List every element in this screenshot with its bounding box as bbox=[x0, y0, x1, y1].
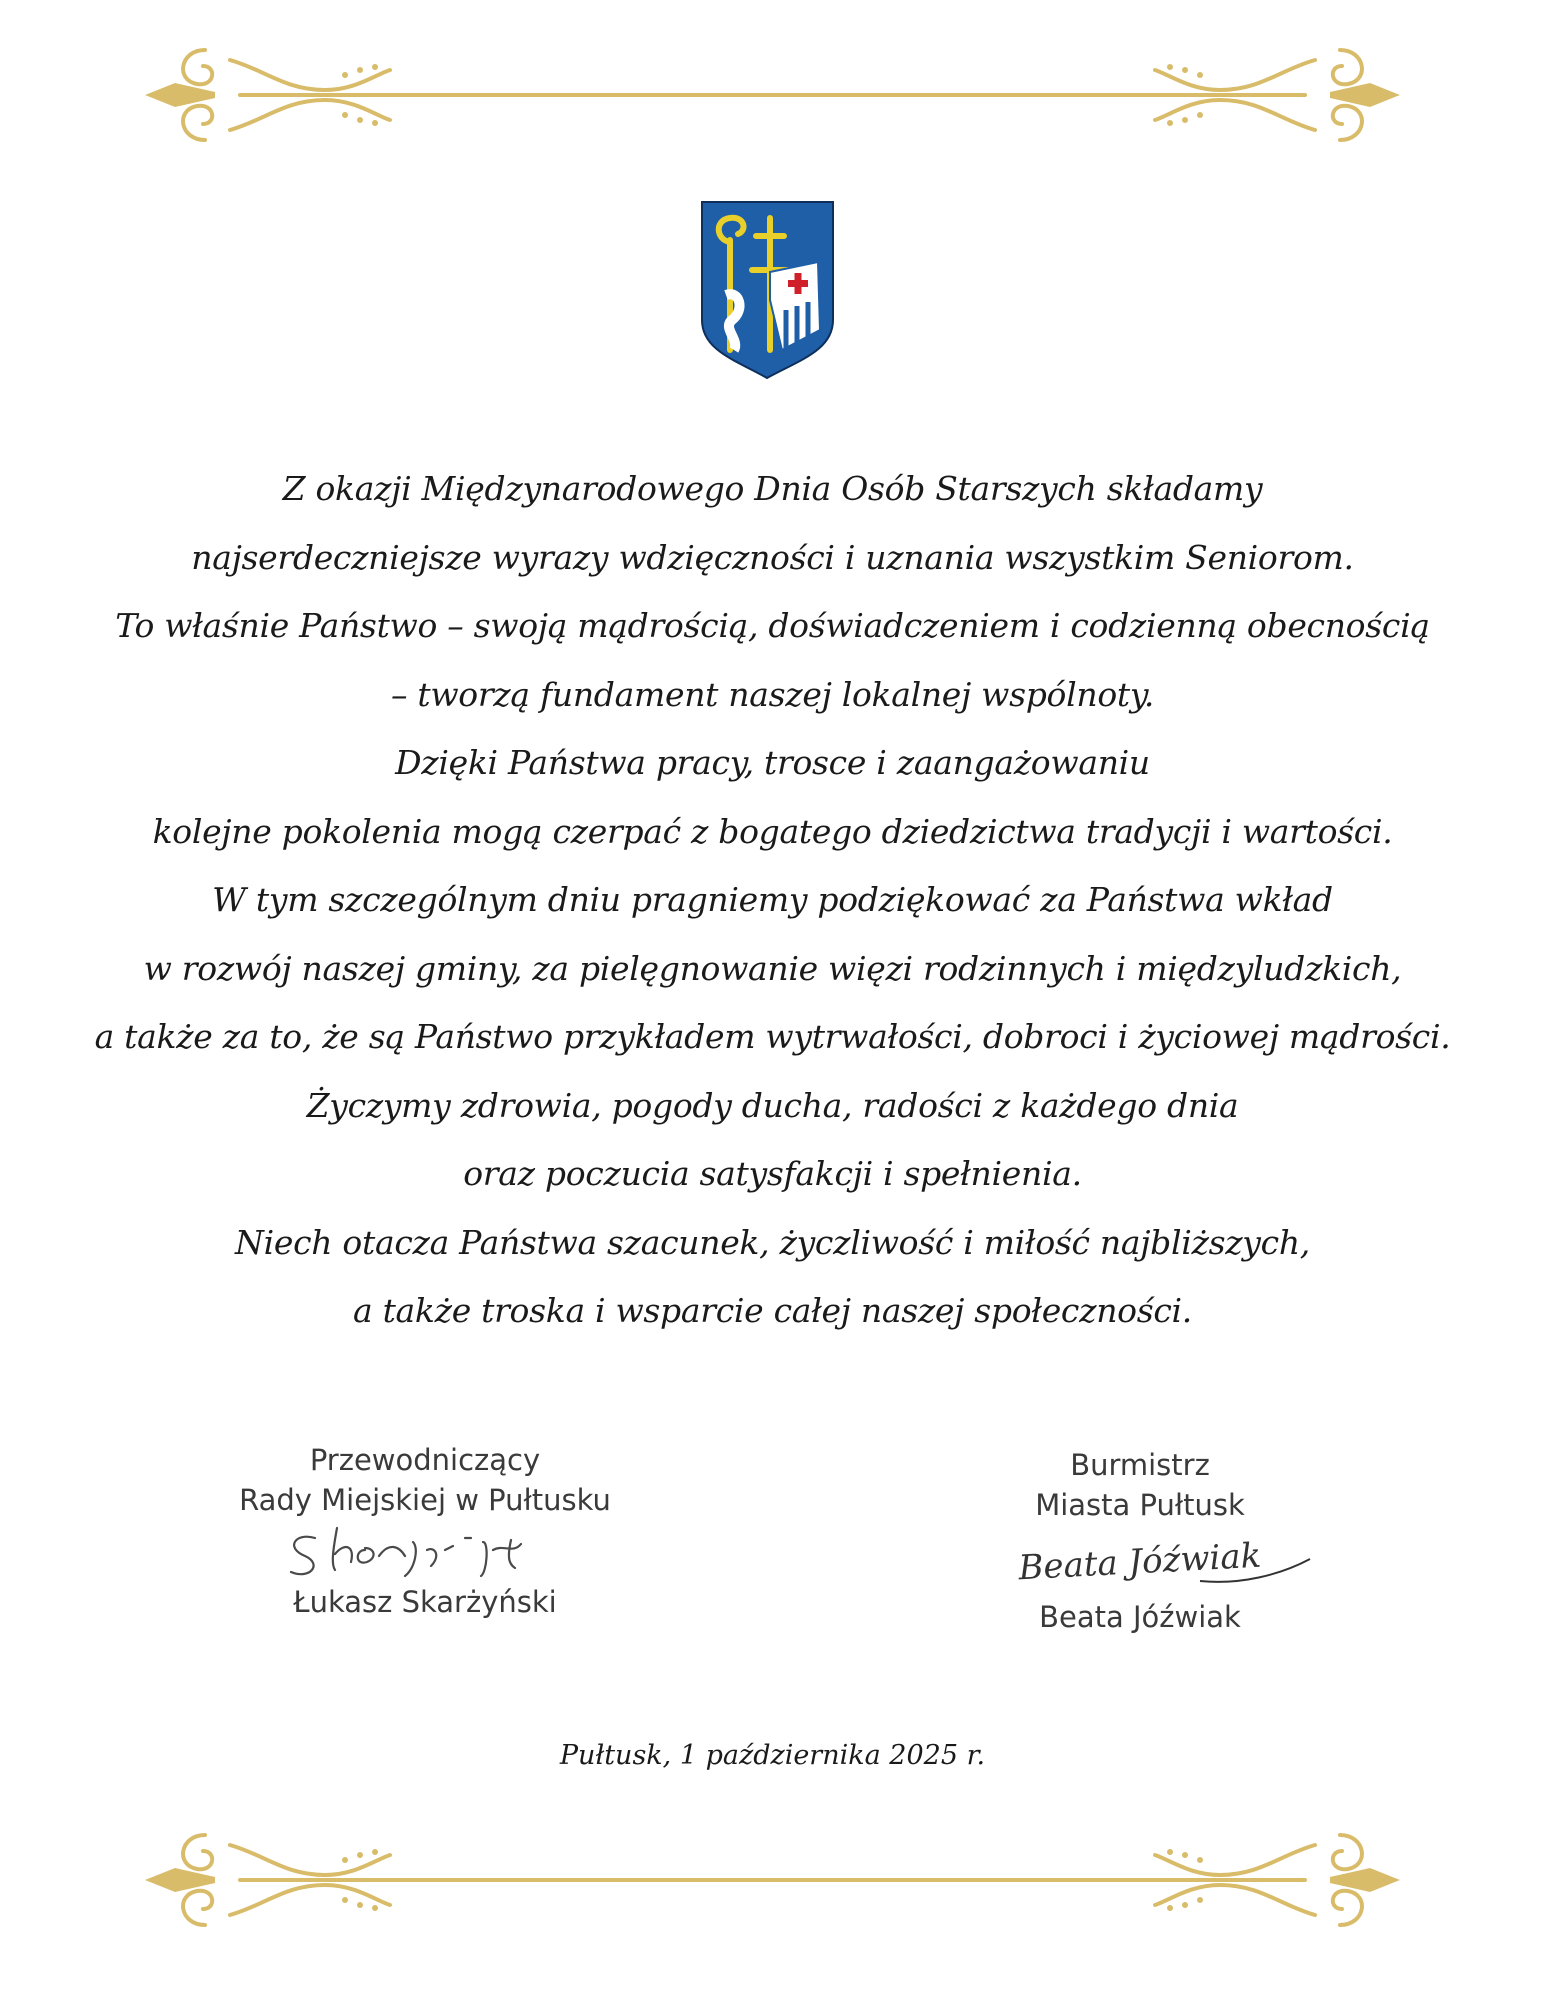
signatory-title: Burmistrz bbox=[1070, 1448, 1210, 1482]
bottom-ornament bbox=[145, 1815, 1400, 1945]
greeting-text bbox=[60, 455, 1485, 1346]
signatory-title: Rady Miejskiej w Pułtusku bbox=[239, 1483, 611, 1517]
handwritten-signature bbox=[165, 1520, 685, 1582]
place-date: Pułtusk, 1 października 2025 r. bbox=[559, 1740, 986, 1771]
text-line: – tworzą fundament naszej lokalnej wspólnoty. bbox=[390, 674, 1155, 714]
text-line: najserdeczniejsze wyrazy wdzięczności i uznania wszystkim Seniorom. bbox=[191, 537, 1354, 577]
text-line: w rozwój naszej gminy, za pielęgnowanie więzi rodzinnych i międzyludzkich, bbox=[143, 948, 1402, 988]
signatory-chairman bbox=[165, 1440, 685, 1622]
text-line: oraz poczucia satysfakcji i spełnienia. bbox=[463, 1154, 1082, 1193]
top-ornament bbox=[145, 30, 1400, 160]
coat-of-arms bbox=[700, 200, 835, 380]
text-line: To właśnie Państwo – swoją mądrością, doświadczeniem i codzienną obecnością bbox=[115, 606, 1430, 645]
text-line: W tym szczególnym dniu pragniemy podziękować za Państwa wkład bbox=[212, 880, 1333, 919]
text-line: Z okazji Międzynarodowego Dnia Osób Starszych składamy bbox=[282, 469, 1263, 508]
text-line: kolejne pokolenia mogą czerpać z bogatego dziedzictwa tradycji i wartości. bbox=[152, 811, 1393, 851]
signatory-name: Łukasz Skarżyński bbox=[293, 1585, 557, 1619]
signatory-title: Miasta Pułtusk bbox=[1035, 1488, 1245, 1522]
text-line: a także za to, że są Państwo przykładem wytrwałości, dobroci i życiowej mądrości. bbox=[94, 1017, 1451, 1056]
signatory-title: Przewodniczący bbox=[309, 1443, 541, 1477]
text-line: Dzięki Państwa pracy, trosce i zaangażowaniu bbox=[395, 743, 1150, 782]
handwritten-signature bbox=[880, 1525, 1400, 1597]
signatory-name: Beata Jóźwiak bbox=[1039, 1600, 1241, 1634]
text-line: Niech otacza Państwa szacunek, życzliwość i miłość najbliższych, bbox=[235, 1222, 1310, 1262]
signatory-mayor bbox=[880, 1445, 1400, 1637]
svg-text:Beata Jóźwiak: Beata Jóźwiak bbox=[1017, 1535, 1263, 1589]
text-line: a także troska i wsparcie całej naszej społeczności. bbox=[353, 1291, 1192, 1330]
text-line: Życzymy zdrowia, pogody ducha, radości z każdego dnia bbox=[306, 1085, 1239, 1125]
